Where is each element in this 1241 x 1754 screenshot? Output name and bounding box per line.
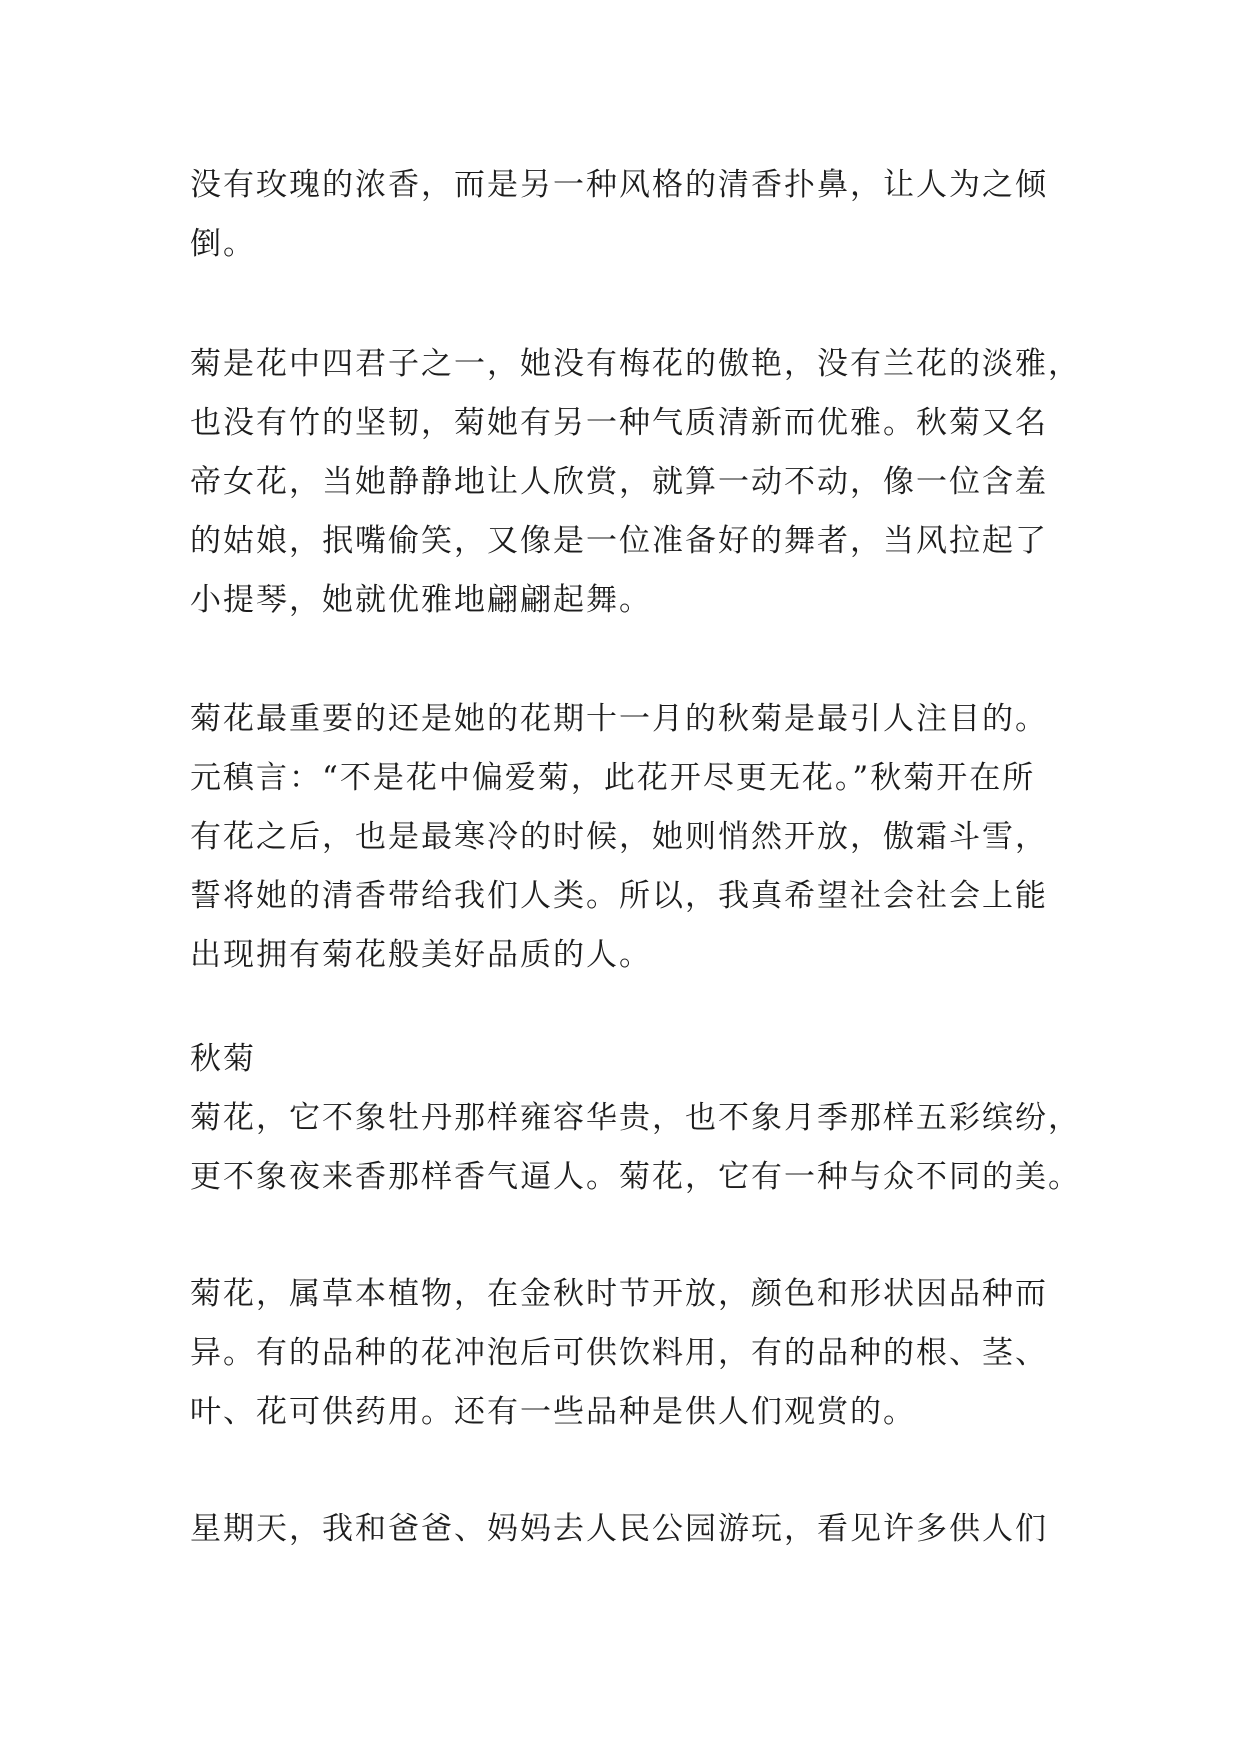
text-line: 帝女花，当她静静地让人欣赏，就算一动不动，像一位含羞 [190,464,1048,500]
text-line: 倒。 [190,226,256,262]
text-line: 出现拥有菊花般美好品质的人。 [190,937,652,973]
text-line: 有花之后，也是最寒冷的时候，她则悄然开放，傲霜斗雪， [190,819,1048,855]
text-line: 小提琴，她就优雅地翩翩起舞。 [190,582,652,618]
section-heading: 秋菊 [190,1041,256,1077]
paragraph [190,1265,1070,1442]
text-line: 没有玫瑰的浓香，而是另一种风格的清香扑鼻，让人为之倾 [190,167,1048,203]
text-line: 也没有竹的坚韧，菊她有另一种气质清新而优雅。秋菊又名 [190,405,1048,441]
text-line: 誓将她的清香带给我们人类。所以，我真希望社会社会上能 [190,878,1048,914]
paragraph [190,156,1070,274]
text-line: 菊花，属草本植物，在金秋时节开放，颜色和形状因品种而 [190,1276,1048,1312]
paragraph [190,1030,1081,1207]
text-line: 元稹言：“不是花中偏爱菊，此花开尽更无花。”秋菊开在所 [190,760,1036,796]
text-line: 的姑娘，抿嘴偷笑，又像是一位准备好的舞者，当风拉起了 [190,523,1048,559]
text-line: 星期天，我和爸爸、妈妈去人民公园游玩，看见许多供人们 [190,1511,1048,1547]
paragraph [190,690,1070,985]
text-line: 更不象夜来香那样香气逼人。菊花，它有一种与众不同的美。 [190,1159,1081,1195]
text-line: 叶、花可供药用。还有一些品种是供人们观赏的。 [190,1394,916,1430]
text-line: 菊花，它不象牡丹那样雍容华贵，也不象月季那样五彩缤纷， [190,1100,1081,1136]
paragraph [190,335,1081,630]
paragraph [190,1500,1070,1559]
text-line: 菊花最重要的还是她的花期十一月的秋菊是最引人注目的。 [190,701,1048,737]
text-line: 菊是花中四君子之一，她没有梅花的傲艳，没有兰花的淡雅， [190,346,1081,382]
text-line: 异。有的品种的花冲泡后可供饮料用，有的品种的根、茎、 [190,1335,1048,1371]
